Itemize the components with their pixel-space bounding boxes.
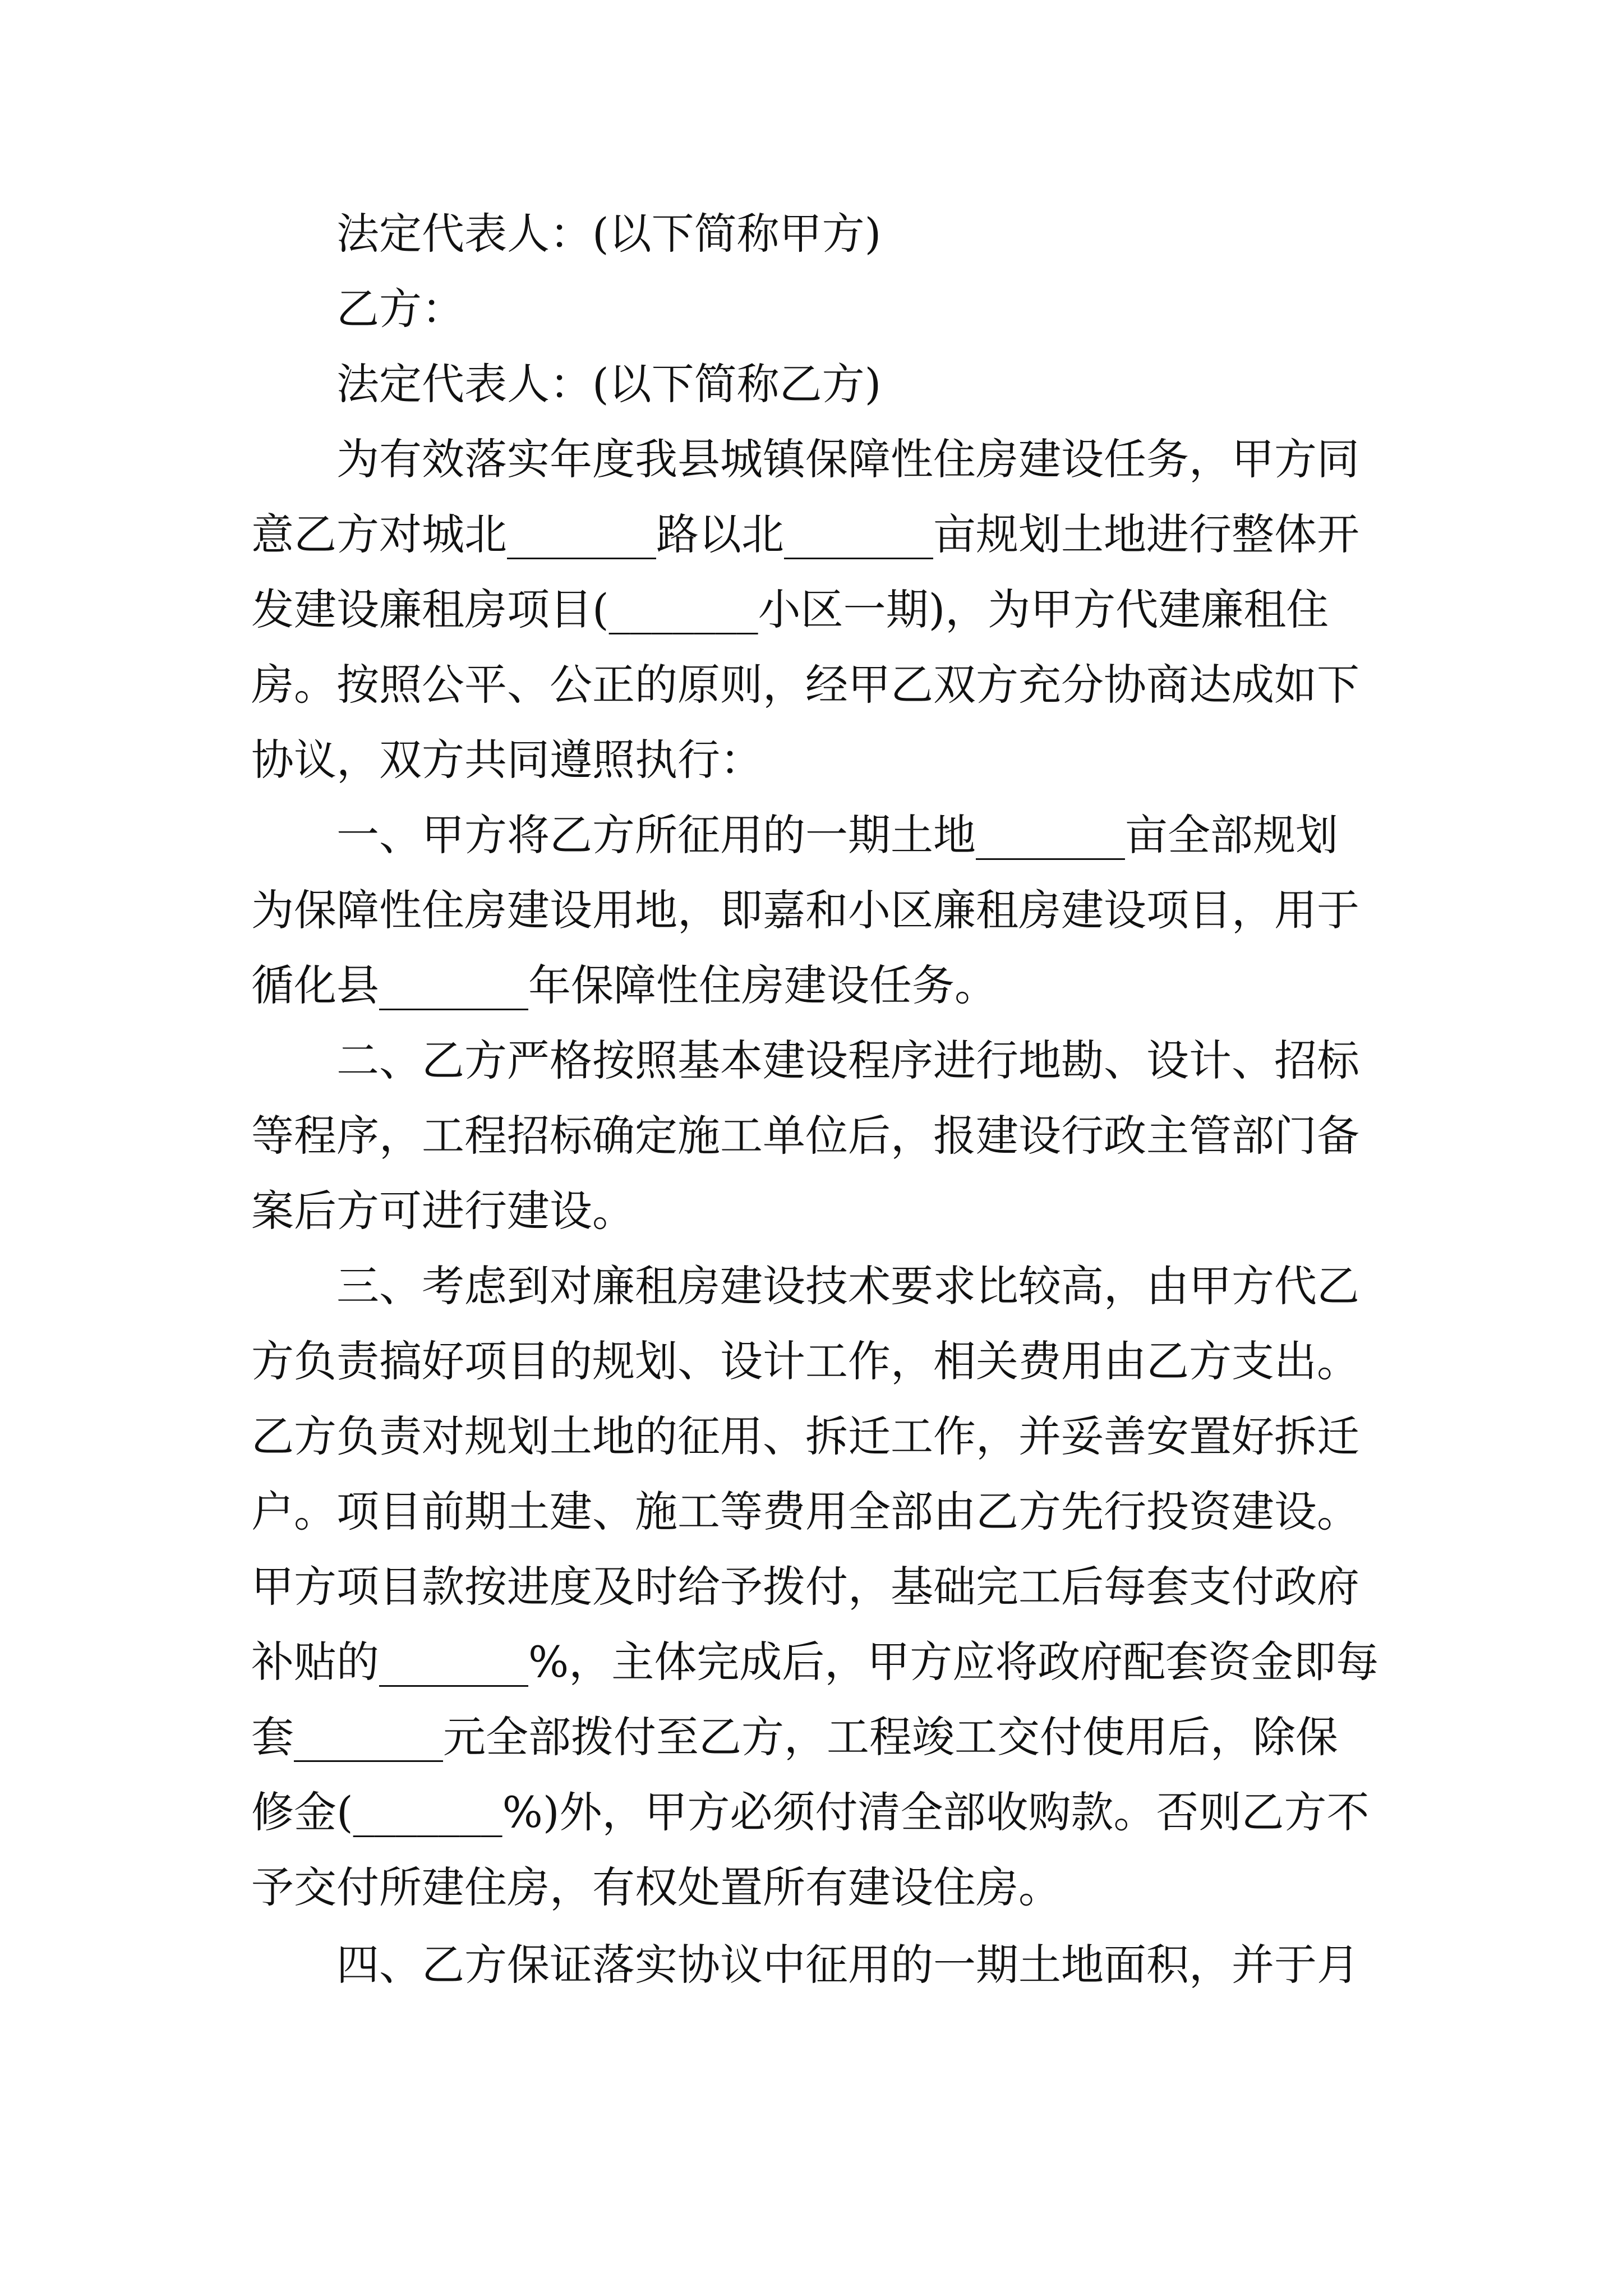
- clause-1-line-3: 循化县_______年保障性住房建设任务。: [251, 960, 997, 1010]
- clause-2-line-3: 案后方可进行建设。: [251, 1186, 635, 1236]
- clause-1-line-2: 为保障性住房建设用地，即嘉和小区廉租房建设项目，用于: [251, 885, 1359, 935]
- clause-3-line-7: 套_______元全部拨付至乙方，工程竣工交付使用后，除保: [251, 1712, 1338, 1762]
- clause-3-line-2: 方负责搞好项目的规划、设计工作，相关费用由乙方支出。: [251, 1336, 1359, 1386]
- clause-3-line-4: 户。项目前期土建、施工等费用全部由乙方先行投资建设。: [251, 1487, 1359, 1536]
- clause-3-line-6: 补贴的_______%，主体完成后，甲方应将政府配套资金即每: [251, 1637, 1379, 1687]
- clause-2-line-2: 等程序，工程招标确定施工单位后，报建设行政主管部门备: [251, 1111, 1359, 1161]
- party-b-representative-line: 法定代表人：(以下简称乙方): [336, 359, 882, 409]
- clause-3-line-8: 修金(_______%)外，甲方必须付清全部收购款。否则乙方不: [251, 1787, 1370, 1837]
- party-a-representative-line: 法定代表人：(以下简称甲方): [336, 209, 882, 259]
- document-body: [251, 196, 1390, 2003]
- preamble-line-2: 意乙方对城北_______路以北_______亩规划土地进行整体开: [251, 509, 1359, 559]
- preamble-line-4: 房。按照公平、公正的原则，经甲乙双方充分协商达成如下: [251, 660, 1359, 710]
- clause-2-line-1: 二、乙方严格按照基本建设程序进行地勘、设计、招标: [336, 1036, 1359, 1085]
- clause-4-line-1: 四、乙方保证落实协议中征用的一期土地面积，并于月: [336, 1940, 1359, 1990]
- clause-3-line-9: 予交付所建住房，有权处置所有建设住房。: [251, 1862, 1061, 1912]
- clause-3-line-3: 乙方负责对规划土地的征用、拆迁工作，并妥善安置好拆迁: [251, 1411, 1359, 1461]
- clause-3-line-1: 三、考虑到对廉租房建设技术要求比较高，由甲方代乙: [336, 1261, 1359, 1311]
- preamble-line-5: 协议，双方共同遵照执行：: [251, 735, 763, 785]
- clause-3-line-5: 甲方项目款按进度及时给予拨付，基础完工后每套支付政府: [251, 1562, 1359, 1612]
- preamble-line-1: 为有效落实年度我县城镇保障性住房建设任务，甲方同: [336, 434, 1359, 484]
- clause-1-line-1: 一、甲方将乙方所征用的一期土地_______亩全部规划: [336, 810, 1338, 860]
- party-b-line: 乙方：: [336, 284, 464, 334]
- preamble-line-3: 发建设廉租房项目(_______小区一期)，为甲方代建廉租住: [251, 585, 1329, 634]
